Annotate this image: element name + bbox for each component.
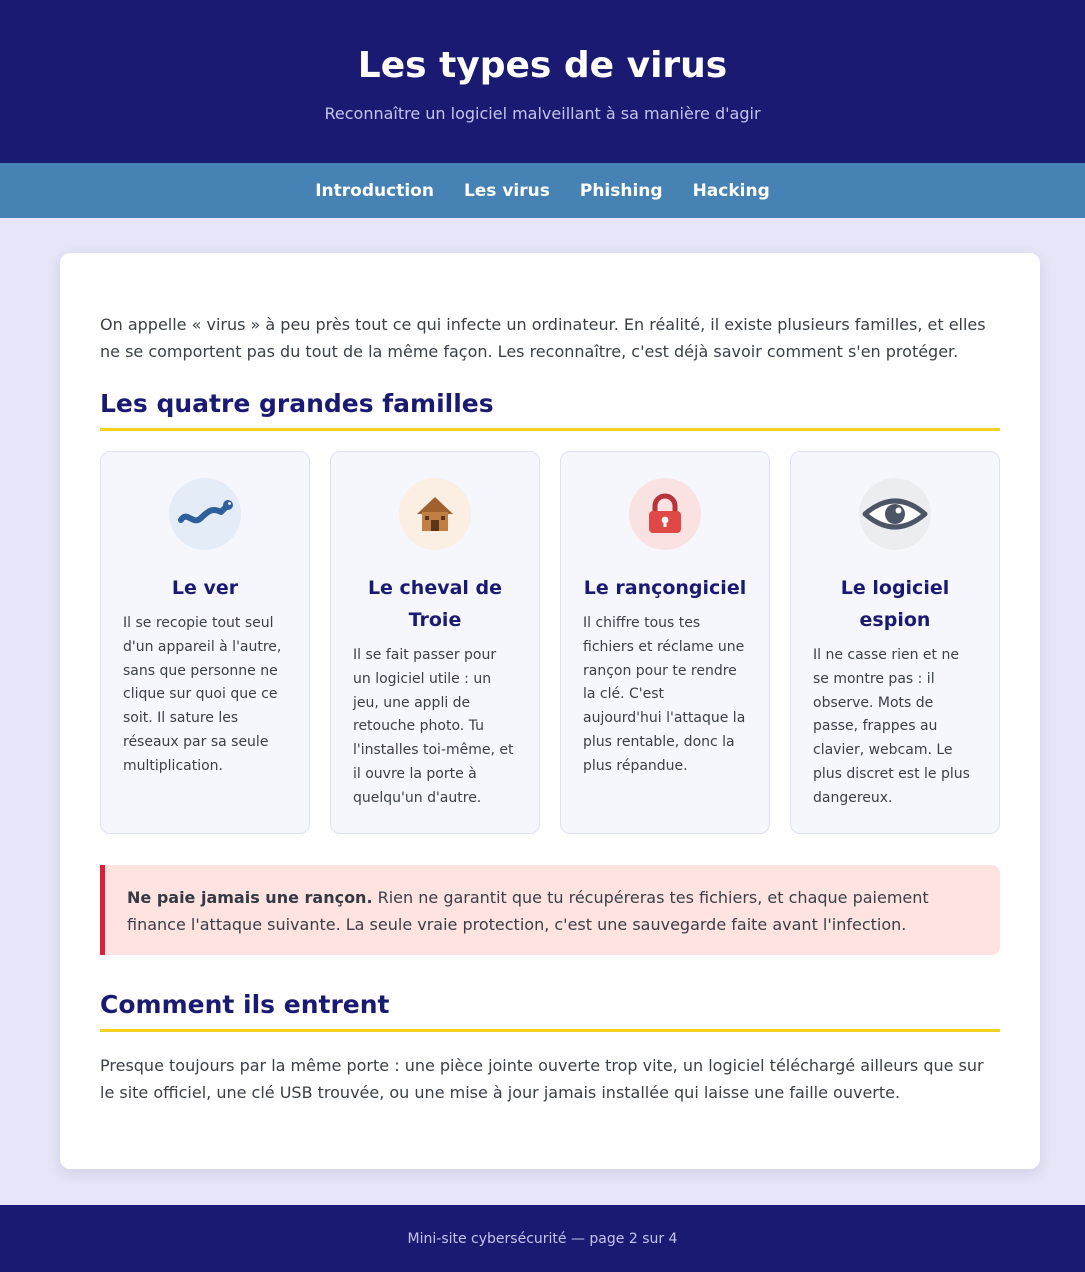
page-header	[0, 0, 1085, 163]
family-card-rancongiciel	[560, 451, 770, 834]
intro-paragraph: On appelle « virus » à peu près tout ce qui infecte un ordinateur. En réalité, il existe plusieurs familles, et elles ne se comportent pas du tout de la même façon. Les reconnaître, c'est déjà savoir comment s'en protéger.	[100, 315, 986, 361]
warning-body-text: Rien ne garantit que tu récupéreras tes fichiers, et chaque paiement finance l'attaque suivante. La seule vraie protection, c'est une sauvegarde faite avant l'infection.	[127, 888, 929, 934]
family-description: Il chiffre tous tes fichiers et réclame une rançon pour te rendre la clé. C'est aujourd'hui l'attaque la plus rentable, donc la plus répandue.	[583, 615, 746, 774]
family-description: Il ne casse rien et ne se montre pas : il observe. Mots de passe, frappes au clavier, webcam. Le plus discret est le plus dangereux.	[813, 647, 970, 806]
main-nav	[0, 163, 1085, 218]
families-heading: Les quatre grandes familles	[100, 389, 1000, 431]
entry-heading: Comment ils entrent	[100, 990, 1000, 1032]
family-card-logiciel-espion	[790, 451, 1000, 834]
family-title: Le cheval de Troie	[367, 577, 503, 631]
house-icon	[399, 478, 471, 550]
page-subtitle: Reconnaître un logiciel malveillant à sa manière d'agir	[324, 104, 761, 123]
nav-link-introduction[interactable]: Introduction	[315, 180, 434, 201]
footer-text: Mini-site cybersécurité — page 2 sur 4	[407, 1230, 678, 1247]
families-grid	[100, 451, 1000, 834]
content-card	[60, 253, 1040, 1169]
eye-icon	[859, 478, 931, 550]
worm-icon	[169, 478, 241, 550]
family-title: Le rançongiciel	[583, 577, 747, 599]
family-card-ver	[100, 451, 310, 834]
nav-link-hacking[interactable]: Hacking	[692, 180, 770, 201]
entry-paragraph: Presque toujours par la même porte : une pièce jointe ouverte trop vite, un logiciel téléchargé ailleurs que sur le site officiel, une clé USB trouvée, ou une mise à jour jamais installée qui laisse une faille ouverte.	[100, 1056, 984, 1102]
family-description: Il se fait passer pour un logiciel utile : un jeu, une appli de retouche photo. Tu l'installes toi-même, et il ouvre la porte à quelqu'un d'autre.	[353, 647, 514, 806]
family-title: Le logiciel espion	[840, 577, 950, 631]
family-card-cheval-de-troie	[330, 451, 540, 834]
nav-link-phishing[interactable]: Phishing	[579, 180, 663, 201]
family-title: Le ver	[171, 577, 239, 599]
page-footer	[0, 1205, 1085, 1272]
ransom-warning-callout	[100, 865, 1000, 955]
family-description: Il se recopie tout seul d'un appareil à l'autre, sans que personne ne clique sur quoi que ce soit. Il sature les réseaux par sa seule multiplication.	[123, 615, 282, 774]
warning-strong-text: Ne paie jamais une rançon.	[127, 888, 373, 907]
page-title: Les types de virus	[357, 45, 728, 86]
lock-icon	[629, 478, 701, 550]
nav-link-les-virus[interactable]: Les virus	[463, 180, 550, 201]
